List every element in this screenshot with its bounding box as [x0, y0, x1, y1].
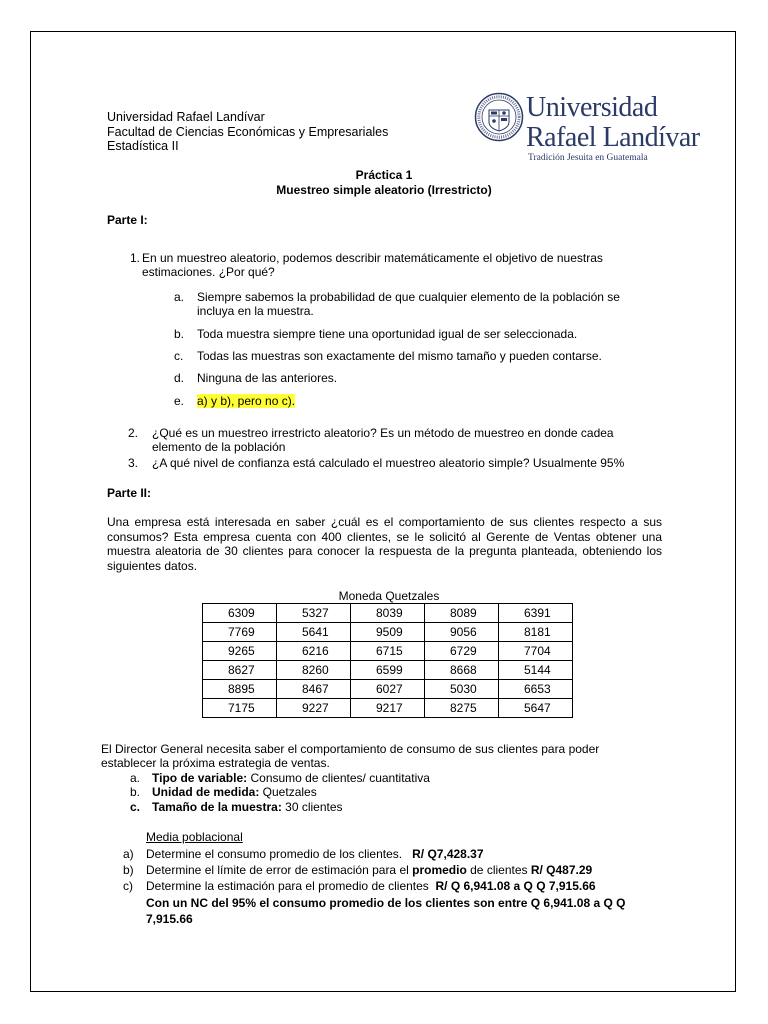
item-a-letter: a. — [130, 771, 141, 785]
table-row — [203, 623, 573, 642]
practice-subtitle: Muestreo simple aleatorio (Irrestricto) — [276, 183, 492, 197]
item-b-value: Quetzales — [259, 785, 317, 799]
question-1-line-2: estimaciones. ¿Por qué? — [142, 265, 275, 279]
practice-title: Práctica 1 — [355, 168, 413, 182]
question-a-letter: a) — [123, 847, 134, 861]
table-cell: 9056 — [425, 623, 499, 642]
option-a — [174, 290, 620, 318]
director-line-2: establecer la próxima estrategia de ventas. — [101, 756, 330, 770]
table-cell: 9509 — [351, 623, 425, 642]
table-row — [203, 604, 573, 623]
table-cell: 8668 — [425, 661, 499, 680]
question-a-text: Determine el consumo promedio de los clientes. — [146, 847, 413, 861]
question-c — [123, 879, 596, 893]
university-seal-icon — [474, 92, 524, 142]
option-a-line-1: Siempre sabemos la probabilidad de que cualquier elemento de la población se — [197, 290, 620, 304]
question-b — [123, 863, 592, 877]
question-2-line-2: elemento de la población — [152, 440, 286, 454]
question-b-text-pre: Determine el límite de error de estimación para el — [146, 863, 413, 877]
institution-header — [107, 110, 388, 154]
question-3-number: 3. — [128, 456, 139, 470]
question-3 — [128, 456, 624, 470]
table-cell: 9217 — [351, 699, 425, 718]
option-c-letter: c. — [174, 349, 184, 363]
option-e-letter: e. — [174, 394, 185, 408]
logo-tagline: Tradición Jesuita en Guatemala — [528, 153, 648, 163]
table-caption: Moneda Quetzales — [338, 589, 440, 603]
logo-line-2: Rafael Landívar — [526, 122, 700, 153]
table-cell: 6027 — [351, 680, 425, 699]
option-b — [174, 327, 577, 341]
option-b-letter: b. — [174, 327, 185, 341]
question-b-text-post: de clientes — [466, 863, 531, 877]
question-1 — [130, 251, 603, 279]
question-2 — [128, 426, 614, 454]
table-cell: 8089 — [425, 604, 499, 623]
table-cell: 7175 — [203, 699, 277, 718]
table-cell: 5030 — [425, 680, 499, 699]
table-cell: 6729 — [425, 642, 499, 661]
table-cell: 6599 — [351, 661, 425, 680]
table-row — [203, 699, 573, 718]
director-line-1: El Director General necesita saber el comportamiento de consumo de sus clientes para poder — [101, 742, 600, 756]
item-c-label: Tamaño de la muestra: — [152, 800, 282, 814]
question-1-number: 1. — [130, 251, 141, 265]
data-table — [202, 603, 573, 718]
course-name: Estadística II — [107, 139, 179, 153]
variable-item-a — [130, 771, 430, 785]
question-a — [123, 847, 484, 861]
item-b-letter: b. — [130, 785, 141, 799]
table-cell: 7769 — [203, 623, 277, 642]
option-d — [174, 371, 337, 385]
table-row — [203, 661, 573, 680]
variable-item-c — [130, 800, 343, 814]
question-b-letter: b) — [123, 863, 134, 877]
university-name: Universidad Rafael Landívar — [107, 110, 265, 124]
table-cell: 9227 — [277, 699, 351, 718]
question-2-number: 2. — [128, 426, 139, 440]
table-cell: 5144 — [499, 661, 573, 680]
question-a-answer: R/ Q7,428.37 — [412, 847, 484, 861]
part2-heading: Parte II: — [107, 486, 152, 500]
director-paragraph — [101, 742, 599, 770]
part1-heading: Parte I: — [107, 213, 148, 227]
table-cell: 8895 — [203, 680, 277, 699]
data-table-body — [203, 604, 573, 718]
media-heading: Media poblacional — [146, 830, 243, 844]
item-c-value: 30 clientes — [281, 800, 343, 814]
table-row — [203, 642, 573, 661]
faculty-name: Facultad de Ciencias Económicas y Empresariales — [107, 124, 389, 139]
logo-line-1: Universidad — [526, 92, 658, 123]
item-c-letter: c. — [130, 800, 141, 814]
table-cell: 8275 — [425, 699, 499, 718]
question-2-line-1: ¿Qué es un muestreo irrestricto aleatorio? Es un método de muestreo en donde cadea — [152, 426, 614, 440]
question-1-line-1: En un muestreo aleatorio, podemos describir matemáticamente el objetivo de nuestras — [142, 251, 603, 265]
option-c — [174, 349, 602, 363]
table-cell: 9265 — [203, 642, 277, 661]
table-cell: 8181 — [499, 623, 573, 642]
conclusion-line-1: Con un NC del 95% el consumo promedio de los clientes son entre Q 6,941.08 a Q Q — [146, 896, 626, 910]
table-cell: 6391 — [499, 604, 573, 623]
option-a-letter: a. — [174, 290, 185, 304]
item-a-label: Tipo de variable: — [152, 771, 248, 785]
option-e — [174, 394, 295, 408]
table-row — [203, 680, 573, 699]
table-cell: 6216 — [277, 642, 351, 661]
item-b-label: Unidad de medida: — [152, 785, 260, 799]
table-cell: 5647 — [499, 699, 573, 718]
table-cell: 5641 — [277, 623, 351, 642]
question-3-text: ¿A qué nivel de confianza está calculado el muestreo aleatorio simple? Usualmente 95% — [152, 456, 625, 470]
question-b-bold: promedio — [412, 863, 467, 877]
option-c-text: Todas las muestras son exactamente del mismo tamaño y pueden contarse. — [197, 349, 602, 363]
option-b-text: Toda muestra siempre tiene una oportunidad igual de ser seleccionada. — [197, 327, 578, 341]
part2-paragraph: Una empresa está interesada en saber ¿cuál es el comportamiento de sus clientes respecto a sus consumos? Esta empresa cuenta con 400 clientes, se le solicitó al Gerente de Ventas obtener una muestra aleatoria de 30 clientes para conocer la respuesta de la pregunta planteada, obteniendo los siguientes datos. — [107, 515, 662, 573]
option-a-line-2: incluya en la muestra. — [197, 304, 314, 318]
table-cell: 8260 — [277, 661, 351, 680]
table-cell: 7704 — [499, 642, 573, 661]
question-c-text: Determine la estimación para el promedio de clientes — [146, 879, 436, 893]
variable-item-b — [130, 785, 317, 799]
conclusion — [146, 896, 625, 926]
table-cell: 8467 — [277, 680, 351, 699]
option-e-highlighted-answer: a) y b), pero no c). — [197, 394, 296, 408]
table-cell: 8039 — [351, 604, 425, 623]
question-c-answer: R/ Q 6,941.08 a Q Q 7,915.66 — [435, 879, 596, 893]
table-cell: 6309 — [203, 604, 277, 623]
conclusion-line-2: 7,915.66 — [146, 912, 193, 926]
option-d-letter: d. — [174, 371, 185, 385]
option-d-text: Ninguna de las anteriores. — [197, 371, 338, 385]
table-cell: 6653 — [499, 680, 573, 699]
table-cell: 8627 — [203, 661, 277, 680]
question-c-letter: c) — [123, 879, 133, 893]
logo-wordmark — [526, 93, 700, 153]
table-cell: 5327 — [277, 604, 351, 623]
question-b-answer: R/ Q487.29 — [530, 863, 593, 877]
table-cell: 6715 — [351, 642, 425, 661]
item-a-value: Consumo de clientes/ cuantitativa — [247, 771, 430, 785]
